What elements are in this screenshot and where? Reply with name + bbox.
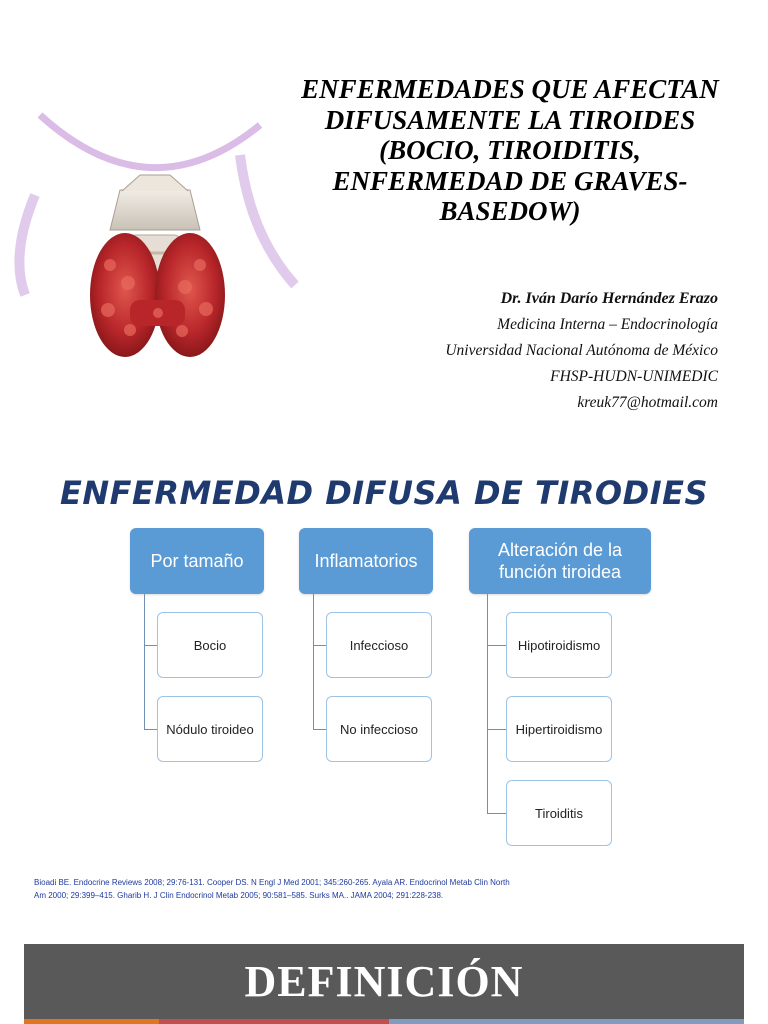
connector (487, 594, 488, 813)
author-email: kreuk77@hotmail.com (577, 394, 718, 411)
reference-line: Bioadi BE. Endocrine Reviews 2008; 29:76-131. Cooper DS. N Engl J Med 2001; 345:260-265. Ayala AR. Endocrinol Metab Clin North (34, 878, 510, 887)
connector (313, 729, 326, 730)
presentation-title (262, 74, 758, 227)
item-infeccioso: Infeccioso (326, 612, 432, 678)
title-line: DIFUSAMENTE LA TIROIDES (324, 104, 696, 135)
connector (144, 729, 157, 730)
connector (144, 594, 145, 729)
title-line: BASEDOW) (439, 196, 581, 226)
category-thyroid-function: Alteración de la función tiroidea (469, 528, 651, 594)
author-specialty: Medicina Interna – Endocrinología (497, 316, 718, 333)
connector (144, 645, 157, 646)
definition-title: DEFINICIÓN (244, 957, 524, 1006)
title-line: ENFERMEDAD DE GRAVES- (332, 165, 688, 196)
connector (313, 594, 314, 729)
author-university: Universidad Nacional Autónoma de México (445, 342, 718, 359)
author-affiliation: FHSP-HUDN-UNIMEDIC (550, 368, 718, 385)
item-hipotiroidismo: Hipotiroidismo (506, 612, 612, 678)
author-block (445, 286, 718, 416)
accent-bar (24, 1019, 159, 1024)
connector (487, 813, 506, 814)
category-inflammatory: Inflamatorios (299, 528, 433, 594)
classification-heading: ENFERMEDAD DIFUSA DE TIRODIES (59, 474, 708, 512)
item-tiroiditis: Tiroiditis (506, 780, 612, 846)
connector (487, 729, 506, 730)
reference-line: Am 2000; 29:399–415. Gharib H. J Clin Endocrinol Metab 2005; 90:581–585. Surks MA.. JAMA 2004; 291:228-238. (34, 891, 444, 900)
title-line: (BOCIO, TIROIDITIS, (379, 135, 641, 165)
item-nodulo-tiroideo: Nódulo tiroideo (157, 696, 263, 762)
item-bocio: Bocio (157, 612, 263, 678)
author-name: Dr. Iván Darío Hernández Erazo (500, 290, 718, 307)
references (34, 876, 744, 902)
slide-definition (24, 944, 744, 1024)
accent-bar (389, 1019, 744, 1024)
slide-classification (0, 460, 768, 930)
thyroid-illustration (10, 95, 300, 385)
accent-bar (159, 1019, 389, 1024)
connector (313, 645, 326, 646)
item-hipertiroidismo: Hipertiroidismo (506, 696, 612, 762)
item-no-infeccioso: No infeccioso (326, 696, 432, 762)
slide-title (0, 0, 768, 440)
connector (487, 645, 506, 646)
title-line: ENFERMEDADES QUE AFECTAN (301, 74, 719, 104)
category-size: Por tamaño (130, 528, 264, 594)
